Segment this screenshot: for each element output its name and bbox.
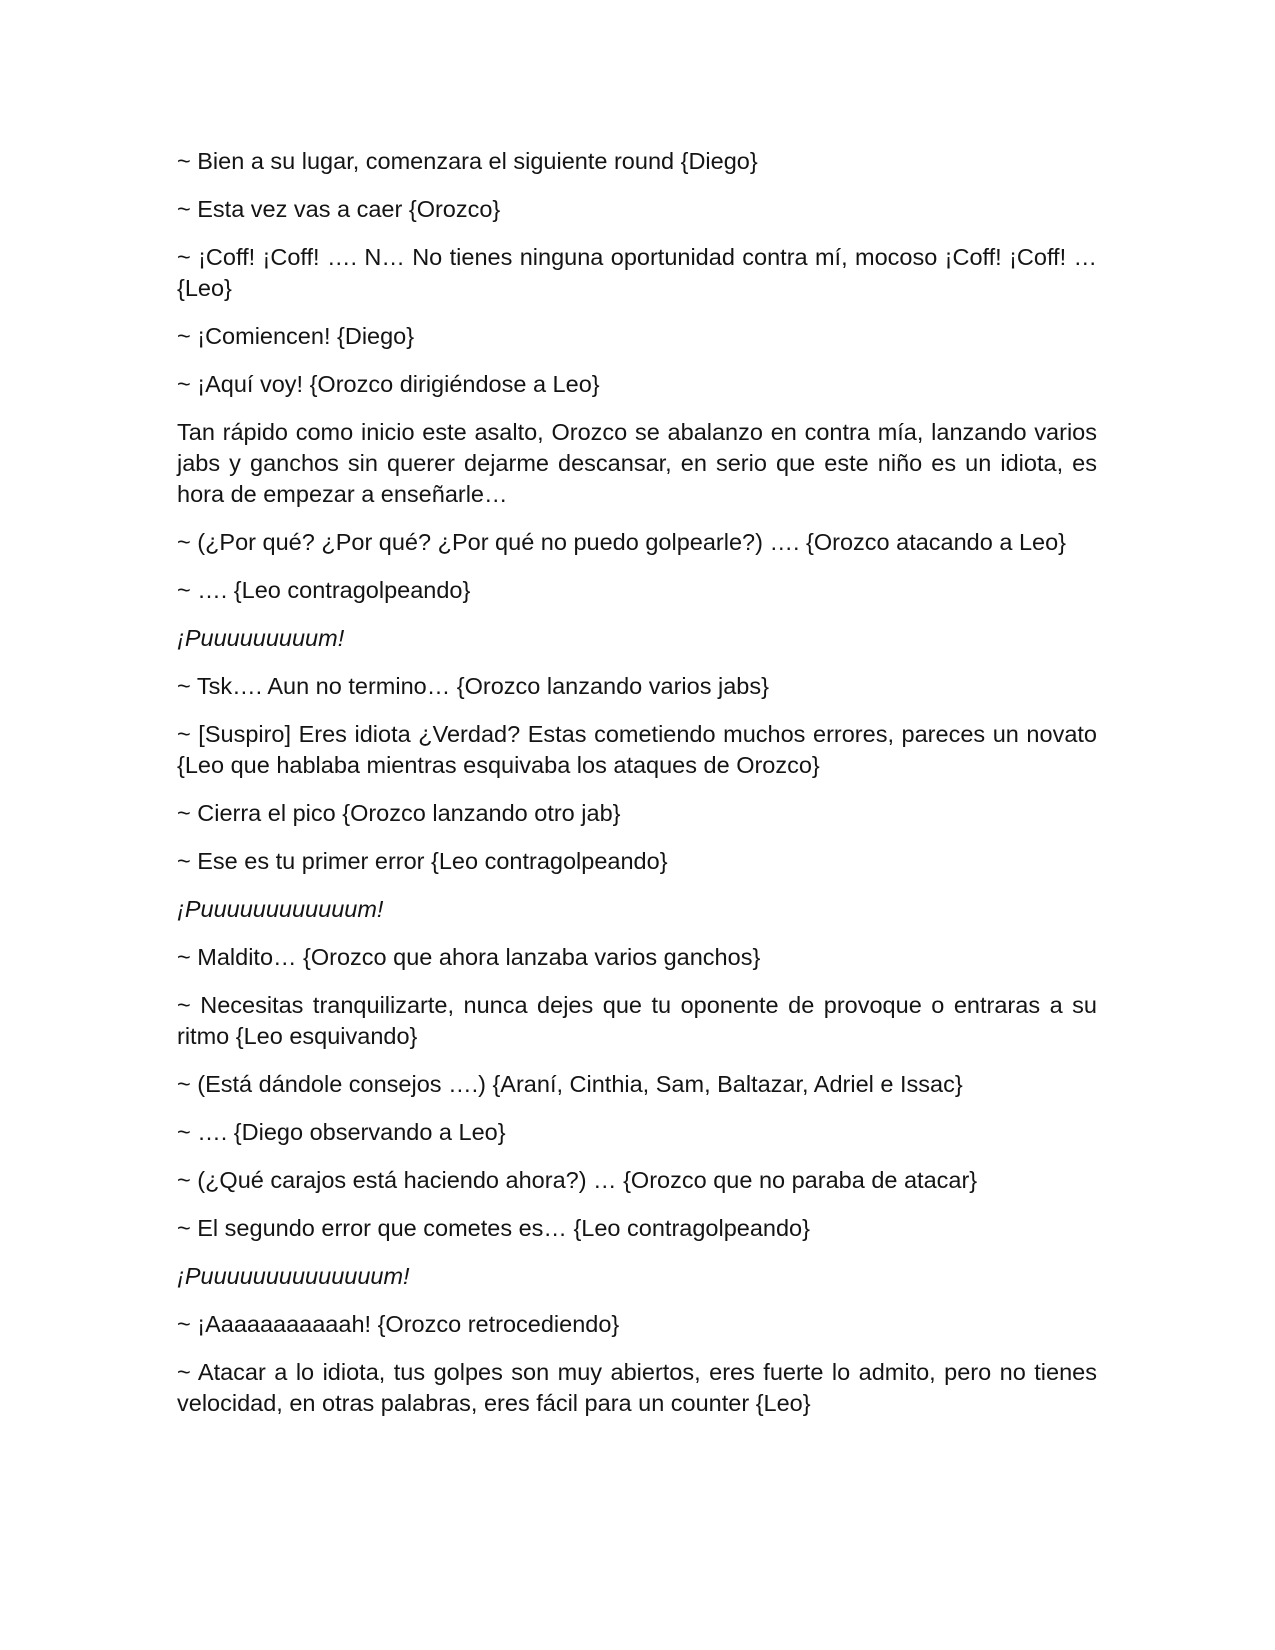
dialogue-line: ~ Atacar a lo idiota, tus golpes son muy abiertos, eres fuerte lo admito, pero no tienes velocidad, en otras palabras, eres fácil para un counter {Leo} — [177, 1359, 1097, 1416]
dialogue-line: ~ [Suspiro] Eres idiota ¿Verdad? Estas cometiendo muchos errores, pareces un novato {Leo que hablaba mientras esquivaba los ataques de Orozco} — [177, 721, 1097, 778]
narration-paragraph: Tan rápido como inicio este asalto, Orozco se abalanzo en contra mía, lanzando varios jabs y ganchos sin querer dejarme descansar, en serio que este niño es un idiota, es hora de empezar a enseñarle… — [177, 419, 1097, 507]
dialogue-line: ~ Esta vez vas a caer {Orozco} — [177, 196, 501, 222]
dialogue-line: ~ …. {Diego observando a Leo} — [177, 1119, 506, 1145]
dialogue-line: ~ (¿Qué carajos está haciendo ahora?) … {Orozco que no paraba de atacar} — [177, 1167, 978, 1193]
dialogue-line: ~ Tsk…. Aun no termino… {Orozco lanzando varios jabs} — [177, 673, 769, 699]
dialogue-line: ~ …. {Leo contragolpeando} — [177, 577, 471, 603]
dialogue-line: ~ ¡Aaaaaaaaaaah! {Orozco retrocediendo} — [177, 1311, 620, 1337]
dialogue-line: ~ Cierra el pico {Orozco lanzando otro jab} — [177, 800, 621, 826]
dialogue-line: ~ Maldito… {Orozco que ahora lanzaba varios ganchos} — [177, 944, 761, 970]
dialogue-line: ~ ¡Comiencen! {Diego} — [177, 323, 415, 349]
dialogue-line: ~ Necesitas tranquilizarte, nunca dejes que tu oponente de provoque o entraras a su ritmo {Leo esquivando} — [177, 992, 1097, 1049]
dialogue-line: ~ (Está dándole consejos ….) {Araní, Cinthia, Sam, Baltazar, Adriel e Issac} — [177, 1071, 963, 1097]
document-page — [177, 146, 1097, 1436]
dialogue-line: ~ Bien a su lugar, comenzara el siguiente round {Diego} — [177, 148, 758, 174]
sound-effect: ¡Puuuuuuuuuuuum! — [177, 896, 384, 922]
sound-effect: ¡Puuuuuuuuuuuuuum! — [177, 1263, 410, 1289]
dialogue-line: ~ (¿Por qué? ¿Por qué? ¿Por qué no puedo golpearle?) …. {Orozco atacando a Leo} — [177, 529, 1067, 555]
dialogue-line: ~ ¡Coff! ¡Coff! …. N… No tienes ninguna oportunidad contra mí, mocoso ¡Coff! ¡Coff! … {Leo} — [177, 244, 1097, 301]
dialogue-line: ~ Ese es tu primer error {Leo contragolpeando} — [177, 848, 668, 874]
dialogue-line: ~ El segundo error que cometes es… {Leo contragolpeando} — [177, 1215, 810, 1241]
sound-effect: ¡Puuuuuuuuum! — [177, 625, 345, 651]
dialogue-line: ~ ¡Aquí voy! {Orozco dirigiéndose a Leo} — [177, 371, 600, 397]
